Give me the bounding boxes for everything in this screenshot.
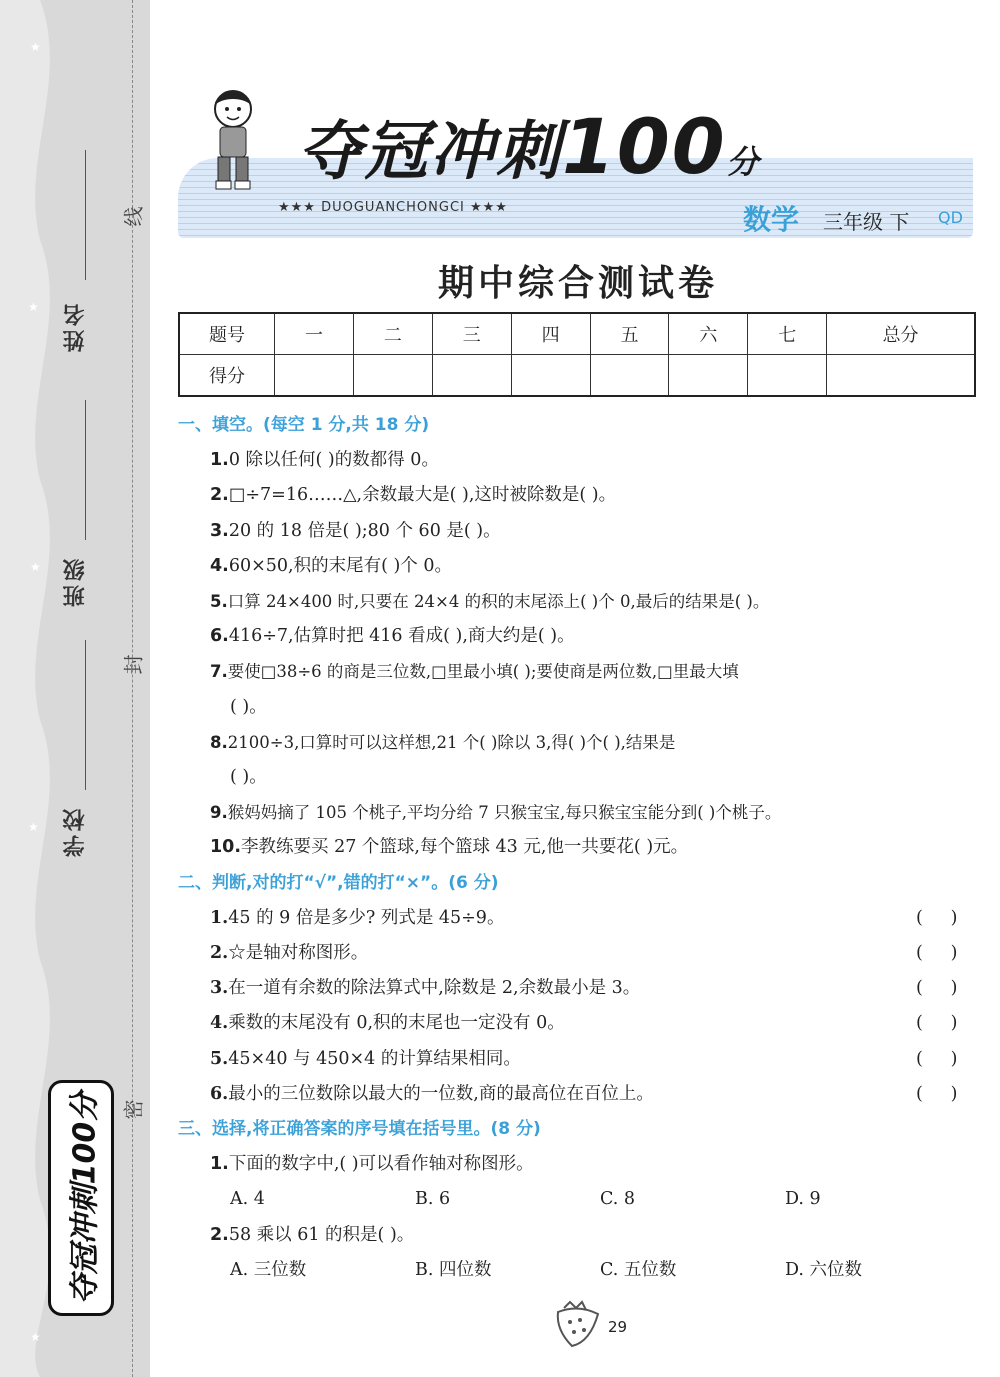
question-text: 20 的 18 倍是( );80 个 60 是( )。 bbox=[228, 520, 501, 541]
choice-question[interactable] bbox=[178, 1218, 978, 1253]
score-cell[interactable] bbox=[432, 355, 511, 397]
edition-label: QD bbox=[938, 208, 963, 227]
question-text: 416÷7,估算时把 416 看成( ),商大约是( )。 bbox=[228, 626, 575, 647]
star-icon: ★ bbox=[30, 560, 41, 574]
question-continuation[interactable]: ( )。 bbox=[230, 696, 267, 717]
fill-question[interactable] bbox=[178, 619, 978, 654]
school-label: 学校 bbox=[63, 805, 88, 857]
grade-label: 三年级 下 bbox=[823, 210, 910, 234]
answer-paren[interactable]: ( ) bbox=[916, 907, 958, 928]
class-line[interactable] bbox=[85, 400, 86, 540]
question-number: 1. bbox=[210, 450, 229, 471]
fill-question[interactable] bbox=[178, 725, 978, 760]
section-2-title: 二、判断,对的打“√”,错的打“×”。(6 分) bbox=[178, 872, 499, 893]
question-number: 1. bbox=[210, 1154, 229, 1175]
header bbox=[178, 80, 978, 245]
fill-question[interactable] bbox=[178, 795, 978, 830]
option-d[interactable]: D. 9 bbox=[785, 1189, 821, 1210]
question-number: 5. bbox=[210, 1048, 229, 1069]
question-text: 45 的 9 倍是多少? 列式是 45÷9。 bbox=[228, 907, 505, 928]
score-cell[interactable] bbox=[748, 355, 827, 397]
boy-mascot-icon bbox=[198, 85, 268, 195]
question-number: 4. bbox=[210, 555, 229, 576]
question-number: 2. bbox=[210, 485, 229, 506]
class-label: 班级 bbox=[63, 555, 88, 607]
page-number: 29 bbox=[608, 1318, 628, 1336]
score-header-cell: 六 bbox=[669, 313, 748, 355]
score-cell[interactable] bbox=[669, 355, 748, 397]
question-text: 60×50,积的末尾有( )个 0。 bbox=[228, 555, 453, 576]
side-brand-text: 夺冠冲刺100分 bbox=[67, 1091, 102, 1305]
question-text: 猴妈妈摘了 105 个桃子,平均分给 7 只猴宝宝,每只猴宝宝能分到( )个桃子。 bbox=[227, 803, 782, 823]
option-c[interactable]: C. 五位数 bbox=[600, 1259, 677, 1280]
option-a[interactable]: A. 4 bbox=[230, 1189, 265, 1210]
score-header-row bbox=[179, 313, 975, 355]
score-header-cell: 一 bbox=[275, 313, 354, 355]
question-text: 要使□38÷6 的商是三位数,□里最小填( );要使商是两位数,□里最大填 bbox=[227, 662, 739, 682]
score-header-cell: 五 bbox=[590, 313, 669, 355]
question-text: 乘数的末尾没有 0,积的末尾也一定没有 0。 bbox=[228, 1013, 565, 1034]
question-number: 6. bbox=[210, 1083, 229, 1104]
score-value-row bbox=[179, 355, 975, 397]
question-continuation[interactable]: ( )。 bbox=[230, 767, 267, 788]
fill-question[interactable] bbox=[178, 584, 978, 619]
judge-question bbox=[178, 1042, 978, 1077]
judge-question bbox=[178, 901, 978, 936]
question-text: 口算 24×400 时,只要在 24×4 的积的末尾添上( )个 0,最后的结果是( )。 bbox=[227, 592, 770, 612]
question-number: 9. bbox=[210, 803, 228, 823]
choice-options bbox=[178, 1182, 978, 1217]
star-icon: ★ bbox=[28, 300, 39, 314]
answer-paren[interactable]: ( ) bbox=[916, 978, 958, 999]
bind-char-mi: 密 bbox=[121, 1099, 146, 1120]
judge-question bbox=[178, 936, 978, 971]
score-table bbox=[178, 312, 976, 397]
brand-main: 夺冠冲刺 bbox=[298, 115, 562, 189]
score-header-cell: 七 bbox=[748, 313, 827, 355]
question-text: ☆是轴对称图形。 bbox=[228, 943, 369, 964]
score-header-cell: 总分 bbox=[827, 313, 975, 355]
page-footer bbox=[550, 1300, 650, 1350]
answer-paren[interactable]: ( ) bbox=[916, 943, 958, 964]
name-label: 姓名 bbox=[63, 300, 88, 352]
bind-char-feng: 封 bbox=[121, 654, 146, 675]
bind-char-xian: 线 bbox=[121, 206, 146, 227]
score-cell[interactable] bbox=[590, 355, 669, 397]
question-number: 3. bbox=[210, 520, 229, 541]
question-number: 6. bbox=[210, 626, 229, 647]
score-header-cell: 三 bbox=[432, 313, 511, 355]
question-text: 最小的三位数除以最大的一位数,商的最高位在百位上。 bbox=[228, 1083, 654, 1104]
option-a[interactable]: A. 三位数 bbox=[230, 1259, 307, 1280]
score-header-cell: 题号 bbox=[179, 313, 275, 355]
question-number: 2. bbox=[210, 1224, 229, 1245]
question-number: 10. bbox=[210, 837, 242, 858]
fill-question[interactable] bbox=[178, 549, 978, 584]
side-brand-logo bbox=[48, 1080, 114, 1316]
score-cell[interactable] bbox=[827, 355, 975, 397]
name-line[interactable] bbox=[85, 150, 86, 280]
brand-fen: 分 bbox=[726, 143, 761, 181]
score-header-cell: 二 bbox=[353, 313, 432, 355]
option-d[interactable]: D. 六位数 bbox=[785, 1259, 863, 1280]
brand-num: 100 bbox=[562, 102, 727, 191]
judge-question bbox=[178, 971, 978, 1006]
brand-title bbox=[298, 100, 761, 192]
question-number: 4. bbox=[210, 1013, 229, 1034]
option-b[interactable]: B. 四位数 bbox=[415, 1259, 492, 1280]
judge-question bbox=[178, 1077, 978, 1112]
brand-pinyin: ★★★ DUOGUANCHONGCI ★★★ bbox=[278, 200, 508, 215]
strawberry-icon bbox=[550, 1300, 605, 1350]
star-icon: ★ bbox=[30, 40, 41, 54]
choice-question[interactable] bbox=[178, 1147, 978, 1182]
judge-question bbox=[178, 1006, 978, 1041]
exam-title: 期中综合测试卷 bbox=[437, 262, 718, 304]
question-number: 2. bbox=[210, 943, 229, 964]
answer-paren[interactable]: ( ) bbox=[916, 1013, 958, 1034]
question-text: 李教练要买 27 个篮球,每个篮球 43 元,他一共要花( )元。 bbox=[241, 837, 689, 858]
question-text: 下面的数字中,( )可以看作轴对称图形。 bbox=[228, 1154, 534, 1175]
school-line[interactable] bbox=[85, 640, 86, 790]
choice-options bbox=[178, 1253, 978, 1288]
star-icon: ★ bbox=[30, 1330, 41, 1344]
fill-question[interactable] bbox=[178, 654, 978, 689]
fill-question[interactable] bbox=[178, 478, 978, 513]
score-cell[interactable] bbox=[275, 355, 354, 397]
binding-strip bbox=[0, 0, 150, 1377]
option-b[interactable]: B. 6 bbox=[415, 1189, 451, 1210]
score-cell[interactable] bbox=[353, 355, 432, 397]
fill-question[interactable] bbox=[178, 443, 978, 478]
option-c[interactable]: C. 8 bbox=[600, 1189, 636, 1210]
exam-content bbox=[178, 408, 978, 1288]
answer-paren[interactable]: ( ) bbox=[916, 1083, 958, 1104]
question-number: 3. bbox=[210, 978, 229, 999]
question-text: □÷7=16……△,余数最大是( ),这时被除数是( )。 bbox=[228, 485, 617, 506]
answer-paren[interactable]: ( ) bbox=[916, 1048, 958, 1069]
score-row-label: 得分 bbox=[179, 355, 275, 397]
question-number: 7. bbox=[210, 662, 228, 682]
question-text: 58 乘以 61 的积是( )。 bbox=[228, 1224, 415, 1245]
question-text: 在一道有余数的除法算式中,除数是 2,余数最小是 3。 bbox=[228, 978, 641, 999]
score-header-cell: 四 bbox=[511, 313, 590, 355]
section-3-title: 三、选择,将正确答案的序号填在括号里。(8 分) bbox=[178, 1119, 541, 1140]
question-text: 45×40 与 450×4 的计算结果相同。 bbox=[228, 1048, 521, 1069]
question-number: 5. bbox=[210, 592, 228, 612]
fill-question[interactable] bbox=[178, 830, 978, 865]
section-1-title: 一、填空。(每空 1 分,共 18 分) bbox=[178, 415, 430, 435]
fill-question[interactable] bbox=[178, 514, 978, 549]
question-number: 8. bbox=[210, 732, 228, 752]
question-number: 1. bbox=[210, 907, 229, 928]
question-text: 2100÷3,口算时可以这样想,21 个( )除以 3,得( )个( ),结果是 bbox=[227, 732, 676, 752]
question-text: 0 除以任何( )的数都得 0。 bbox=[228, 450, 439, 471]
star-icon: ★ bbox=[28, 820, 39, 834]
subject-label: 数学 bbox=[743, 203, 800, 236]
score-cell[interactable] bbox=[511, 355, 590, 397]
